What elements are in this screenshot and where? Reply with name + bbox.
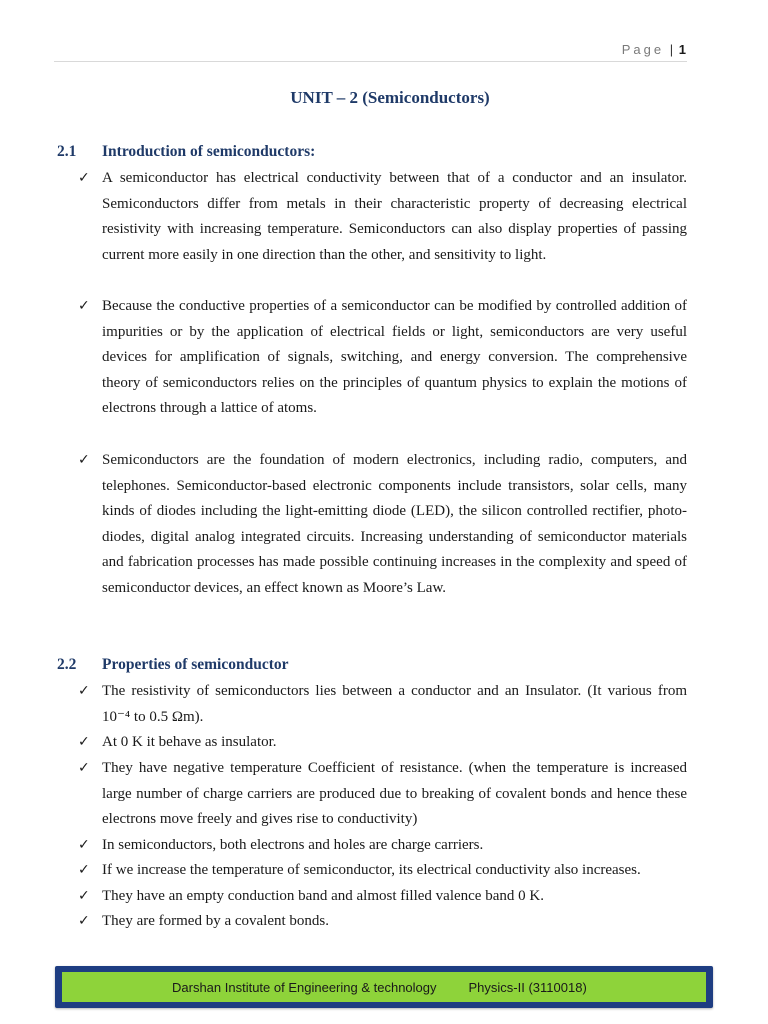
list-item: [78, 294, 687, 422]
list-item-text: In semiconductors, both electrons and holes are charge carriers.: [102, 837, 484, 853]
list-item: [78, 756, 687, 833]
list-item-text: Because the conductive properties of a semiconductor can be modified by controlled addition of impurities or by the application of electrical fields or light, semiconductors are very useful devices for amplification of signals, switching, and energy conversion. The comprehensive theory of semiconductors relies on the principles of quantum physics to explain the motions of electrons through a lattice of atoms.: [102, 298, 687, 417]
checkmark-icon: ✓: [78, 913, 90, 929]
list-item-text: They have negative temperature Coefficient of resistance. (when the temperature is increased large number of charge carriers are produced due to breaking of covalent bonds and hence these electrons move freely and gives rise to conductivity): [102, 760, 687, 828]
checkmark-icon: ✓: [78, 683, 90, 699]
list-item: [78, 833, 687, 859]
section-number: 2.2: [57, 656, 77, 673]
checkmark-icon: ✓: [78, 862, 90, 878]
checkmark-icon: ✓: [78, 760, 90, 776]
checkmark-icon: ✓: [78, 298, 90, 314]
page-label: Page: [621, 42, 665, 57]
list-item-text: Semiconductors are the foundation of modern electronics, including radio, computers, and telephones. Semiconductor-based electronic components include transistors, solar cells, many kinds of diodes including the light-emitting diode (LED), the silicon controlled rectifier, photo-diodes, digital analog integrated circuits. Increasing understanding of semiconductor materials and fabrication processes has made possible continuing increases in the complexity and speed of semiconductor devices, an effect known as Moore’s Law.: [102, 452, 687, 596]
footer-institute: Darshan Institute of Engineering & technology: [172, 979, 437, 995]
checkmark-icon: ✓: [78, 888, 90, 904]
list-item-text: A semiconductor has electrical conductivity between that of a conductor and an insulator. Semiconductors differ from metals in their characteristic property of decreasing electrical resistivity with increasing temperature. Semiconductors can also display properties of passing current more easily in one direction than the other, and sensitivity to light.: [102, 170, 687, 263]
section-title: Introduction of semiconductors:: [102, 143, 316, 160]
list-item-text: They have an empty conduction band and almost filled valence band 0 K.: [102, 888, 544, 904]
header-rule: [54, 61, 687, 62]
list-item: [78, 909, 687, 935]
checkmark-icon: ✓: [78, 837, 90, 853]
list-item-text: At 0 K it behave as insulator.: [102, 734, 277, 750]
footer-banner: [55, 966, 713, 1008]
checkmark-icon: ✓: [78, 170, 90, 186]
section-title: Properties of semiconductor: [102, 656, 289, 673]
section-heading-2-2: [57, 656, 289, 674]
list-item: [78, 448, 687, 602]
list-item-text: The resistivity of semiconductors lies between a conductor and an Insulator. (It various from 10⁻⁴ to 0.5 Ωm).: [102, 683, 687, 725]
page-number: 1: [678, 42, 686, 57]
list-item: [78, 884, 687, 910]
page-separator: |: [669, 42, 674, 57]
checkmark-icon: ✓: [78, 452, 90, 468]
section-number: 2.1: [57, 143, 77, 160]
list-item-text: They are formed by a covalent bonds.: [102, 913, 329, 929]
footer-course: Physics-II (3110018): [468, 979, 587, 995]
footer-inner: [62, 972, 706, 1002]
page-title: UNIT – 2 (Semiconductors): [290, 88, 490, 107]
checkmark-icon: ✓: [78, 734, 90, 750]
list-item: [78, 679, 687, 730]
page-header: [622, 42, 686, 57]
list-item-text: If we increase the temperature of semiconductor, its electrical conductivity also increases.: [102, 862, 641, 878]
list-item: [78, 166, 687, 268]
list-item: [78, 858, 687, 884]
section-heading-2-1: [57, 143, 315, 161]
list-item: [78, 730, 687, 756]
